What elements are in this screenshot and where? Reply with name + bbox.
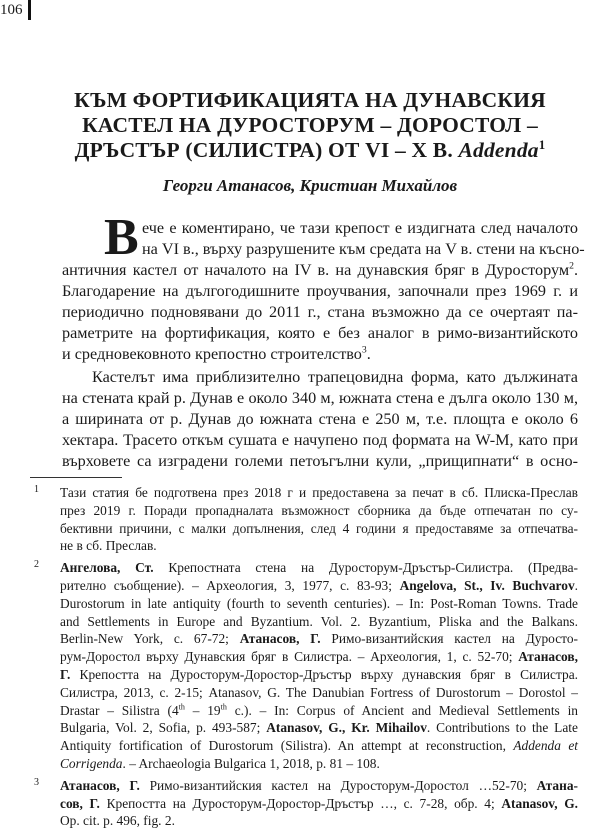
text-segment: Римо-византийския кастел на Дуросто- <box>320 631 578 647</box>
text-segment: Bulgaria, Vol. 2, Sofia, p. 493-587; <box>60 720 267 736</box>
text-segment: периодично подновявани до 2011 г., стана възможно да се очертаят па- <box>62 303 578 321</box>
text-segment: Addenda et <box>513 738 578 754</box>
text-segment: на VI в., върху разрушените към средата на V в. стени на късно- <box>142 240 585 258</box>
text-segment: Corrigenda <box>60 756 123 771</box>
text-segment: Крепостната стена на Дуросторум-Дръстър-Силистра. (Предва- <box>153 560 578 576</box>
text-segment: and Settlements in Europe and Byzantium. Vol. 2. Byzantium, Pliska and the Balkans. <box>60 613 578 629</box>
text-line <box>60 521 578 537</box>
text-line <box>62 345 578 364</box>
title-line: КЪМ ФОРТИФИКАЦИЯТА НА ДУНАВСКИЯ <box>74 88 546 112</box>
text-segment: Antiquity fortification of Durostorum (Silistra). An attempt at reconstruction, <box>60 738 514 754</box>
text-line <box>60 578 578 594</box>
text-segment: Op. cit. p. 496, fig. 2. <box>60 813 175 829</box>
text-segment: 3 <box>361 344 367 356</box>
text-line <box>60 778 578 794</box>
text-segment: Атанасов, Г. <box>239 631 321 647</box>
text-line <box>60 614 578 630</box>
text-line <box>142 240 585 259</box>
text-segment: хектара. Трасето откъм сушата е начупено под формата на W-M, като при <box>62 431 578 449</box>
text-segment: Кастелът има приблизително трапецовидна форма, като дължината <box>92 368 578 386</box>
text-line <box>60 503 578 519</box>
text-line <box>62 324 578 343</box>
text-line <box>60 485 578 501</box>
text-segment: рум-Доростол върху Дунавския бряг в Силистра. – Археология, 1, с. 52-70; <box>60 649 519 665</box>
text-line <box>60 631 578 647</box>
text-line <box>60 538 578 554</box>
text-line <box>60 596 578 612</box>
text-segment: th <box>178 702 185 712</box>
text-segment: ече е коментирано, че тази крепост е издигната след началото <box>142 219 578 237</box>
text-segment: Г. <box>60 667 71 682</box>
text-segment: и средновековното крепостно строителство <box>62 345 362 363</box>
text-segment: . <box>574 578 578 593</box>
page-number-bar <box>28 0 31 20</box>
title-text: ДРЪСТЪР (СИЛИСТРА) ОТ VI – X В. <box>74 138 459 162</box>
text-segment: Атанасов, <box>518 649 578 665</box>
authors: Георги Атанасов, Кристиан Михайлов <box>162 176 458 195</box>
text-line <box>60 720 578 736</box>
text-line <box>62 452 578 471</box>
text-segment: Drastar – Silistra (4 <box>60 702 179 718</box>
text-segment: Римо-византийския кастел на Дуросторум-Доростол …52-70; <box>139 777 537 793</box>
text-segment: c.). – In: Corpus of Ancient and Medieval Settlements in <box>226 702 578 718</box>
text-segment: Силистра, 2013, с. 2-15; Atanasov, G. The Danubian Fortress of Durostorum – Dorostol – <box>60 684 578 700</box>
text-line <box>60 667 578 683</box>
footnote-number: 2 <box>34 559 39 571</box>
text-line <box>62 303 578 322</box>
title-addenda: Addenda <box>458 138 539 162</box>
text-segment: раметрите на фортификация, която е без аналог в римо-византийското <box>62 324 578 342</box>
text-line <box>92 368 578 387</box>
text-segment: . Contributions to the Late <box>426 720 578 736</box>
text-line <box>142 219 578 238</box>
title-line: КАСТЕЛ НА ДУРОСТОРУМ – ДОРОСТОЛ – <box>82 113 538 137</box>
page-number: 106 <box>0 2 23 18</box>
text-segment: античния кастел от началото на IV в. на дунавския бряг в Дуросторум <box>62 261 570 279</box>
drop-cap: В <box>104 209 139 266</box>
text-segment: през 2019 г. Поради пропадналата възможност сборника да бъде отпечатан по су- <box>60 502 578 518</box>
footnote-number: 1 <box>34 484 39 495</box>
text-segment: а ширината от р. Дунав до южната стена е 250 м, т.е. площта е около 6 <box>62 410 578 428</box>
text-segment: бективни причини, с малки допълнения, след 4 години я предоставяме за отпечатва- <box>60 520 578 536</box>
text-line <box>62 389 578 408</box>
text-line <box>62 282 578 301</box>
footnote-number: 3 <box>34 776 39 788</box>
text-segment: Ангелова, Ст. <box>60 560 154 576</box>
text-line <box>60 796 578 812</box>
text-segment: Благодарение на дългогодишните проучвания, започнали през 1969 г. и <box>62 282 578 300</box>
footnote-divider <box>30 477 122 478</box>
text-segment: Атанасов, Г. <box>60 777 140 793</box>
text-segment: 2 <box>569 260 574 272</box>
text-segment: върховете са изградени големи петоъгълни кули, „прищипнати“ в осно- <box>62 452 578 470</box>
text-segment: th <box>220 702 227 712</box>
text-segment: – 19 <box>184 702 221 718</box>
text-segment: сов, Г. <box>60 795 100 811</box>
text-line <box>60 649 578 665</box>
text-segment: на стената край р. Дунав е около 340 м, южната стена е дълга около 130 м, <box>62 389 578 407</box>
text-line <box>62 410 578 429</box>
text-line <box>60 738 578 754</box>
text-segment: Крепостта на Дуросторум-Доростор-Дръстър върху дунавския бряг в Силистра. <box>70 667 578 682</box>
text-segment: Atanasov, G., Kr. Mihailov <box>266 720 427 736</box>
text-segment: рително съобщение). – Археология, 3, 1977, с. 83-93; <box>60 578 400 593</box>
text-segment: Тази статия бе подготвена през 2018 г и предоставена за печат в сб. Плиска-Преслав <box>60 485 578 500</box>
text-line <box>60 703 578 719</box>
text-segment: . <box>573 261 578 279</box>
text-segment: Atanasov, G. <box>501 795 578 811</box>
text-line <box>60 756 578 772</box>
text-line <box>60 813 578 829</box>
text-segment: Атана- <box>536 777 578 793</box>
text-line <box>62 431 578 450</box>
text-segment: Крепостта на Дуросторум-Доростор-Дръстър …, с. 7-28, обр. 4; <box>99 795 502 811</box>
text-segment: . <box>366 345 371 363</box>
text-segment: не в сб. Преслав. <box>60 538 157 554</box>
text-line <box>62 261 578 280</box>
title-line <box>40 138 580 163</box>
text-segment: Durostorum in late antiquity (fourth to seventh centuries). – In: Post-Roman Towns. Trade <box>60 595 578 611</box>
text-segment: Angelova, St., Iv. Buchvarov <box>399 578 575 593</box>
text-line <box>60 685 578 701</box>
footnote-ref: 1 <box>538 137 546 152</box>
text-line <box>60 560 578 576</box>
text-segment: Berlin-New York, с. 67-72; <box>60 631 240 647</box>
text-segment: . – Archaeologia Bulgarica 1, 2018, p. 81 – 108. <box>122 756 380 771</box>
